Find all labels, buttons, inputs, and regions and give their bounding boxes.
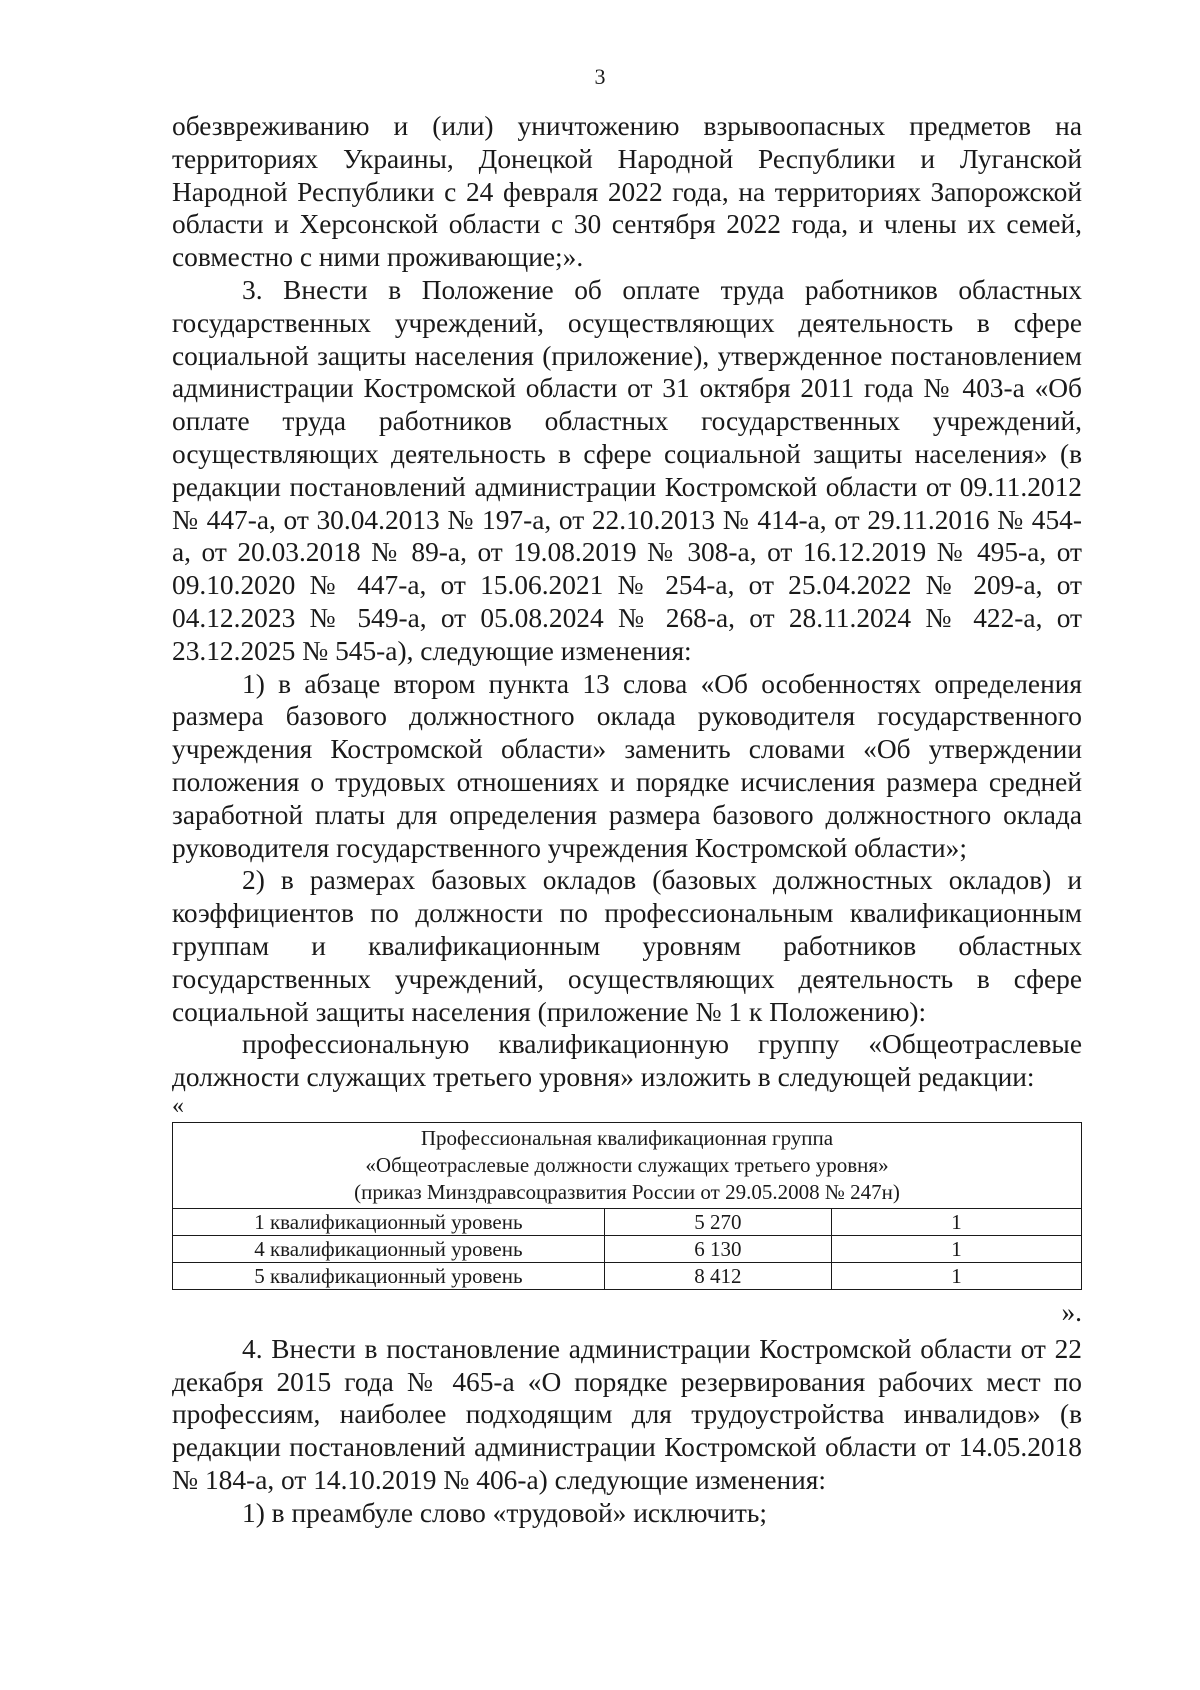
coefficient-cell: 1 — [832, 1235, 1082, 1262]
qualification-level-cell: 5 квалификационный уровень — [173, 1262, 605, 1289]
page-number: 3 — [594, 64, 606, 89]
qualification-level-cell: 4 квалификационный уровень — [173, 1235, 605, 1262]
base-salary-cell: 6 130 — [604, 1235, 831, 1262]
qualification-table — [172, 1122, 1082, 1290]
table-header-cell — [173, 1122, 1082, 1208]
coefficient-cell: 1 — [832, 1262, 1082, 1289]
paragraph-subitem-2: 2) в размерах базовых окладов (базовых должностных окладов) и коэффициентов по должности по профессиональным квалификационным группам и квалификационным уровням работников областных государственных учреждений, осуществляющих деятельность в сфере социальной защиты населения (приложение № 1 к Положению): — [172, 865, 1082, 1027]
table-close-quote: ». — [1061, 1296, 1082, 1327]
paragraph-item-4: 4. Внести в постановление администрации Костромской области от 22 декабря 2015 года № 465-а «О порядке резервирования рабочих мест по профессиям, наиболее подходящим для трудоустройства инвалидов» (в редакции постановлений администрации Костромской области от 14.05.2018 № 184-а, от 14.10.2019 № 406-а) следующие изменения: — [172, 1333, 1082, 1495]
document-body — [172, 110, 1082, 1529]
table-row — [173, 1208, 1082, 1235]
coefficient-cell: 1 — [832, 1208, 1082, 1235]
table-row — [173, 1262, 1082, 1289]
table-row — [173, 1235, 1082, 1262]
base-salary-cell: 8 412 — [604, 1262, 831, 1289]
base-salary-cell: 5 270 — [604, 1208, 831, 1235]
table-header-row — [173, 1122, 1082, 1208]
paragraph-item-3: 3. Внести в Положение об оплате труда работников областных государственных учреждений, осуществляющих деятельность в сфере социальной защиты населения (приложение), утвержденное постановлением администрации Костромской области от 31 октября 2011 года № 403-а «Об оплате труда работников областных государственных учреждений, осуществляющих деятельность в сфере социальной защиты населения» (в редакции постановлений администрации Костромской области от 09.11.2012 № 447-а, от 30.04.2013 № 197-а, от 22.10.2013 № 414-а, от 29.11.2016 № 454-а, от 20.03.2018 № 89-а, от 19.08.2019 № 308-а, от 16.12.2019 № 495-а, от 09.10.2020 № 447-а, от 15.06.2021 № 254-а, от 25.04.2022 № 209-а, от 04.12.2023 № 549-а, от 05.08.2024 № 268-а, от 28.11.2024 № 422-а, от 23.12.2025 № 545-а), следующие изменения: — [172, 274, 1082, 666]
table-header-line: (приказ Минздравсоцразвития России от 29.05.2008 № 247н) — [354, 1179, 900, 1204]
paragraph-table-intro: профессиональную квалификационную группу «Общеотраслевые должности служащих третьего уровня» изложить в следующей редакции: — [172, 1029, 1082, 1093]
table-header-line: «Общеотраслевые должности служащих третьего уровня» — [365, 1152, 889, 1177]
table-header-line: Профессиональная квалификационная группа — [420, 1125, 834, 1150]
paragraph-continuation: обезвреживанию и (или) уничтожению взрывоопасных предметов на территориях Украины, Донецкой Народной Республики и Луганской Народной Республики с 24 февраля 2022 года, на территориях Запорожской области и Херсонской области с 30 сентября 2022 года, и члены их семей, совместно с ними проживающие;». — [172, 111, 1082, 273]
qualification-level-cell: 1 квалификационный уровень — [173, 1208, 605, 1235]
paragraph-subitem-1: 1) в преамбуле слово «трудовой» исключить; — [242, 1497, 767, 1528]
table-open-quote: « — [172, 1092, 184, 1119]
paragraph-subitem-1: 1) в абзаце втором пункта 13 слова «Об особенностях определения размера базового должностного оклада руководителя государственного учреждения Костромской области» заменить словами «Об утверждении положения о трудовых отношениях и порядке исчисления размера средней заработной платы для определения размера базового должностного оклада руководителя государственного учреждения Костромской области»; — [172, 668, 1082, 863]
